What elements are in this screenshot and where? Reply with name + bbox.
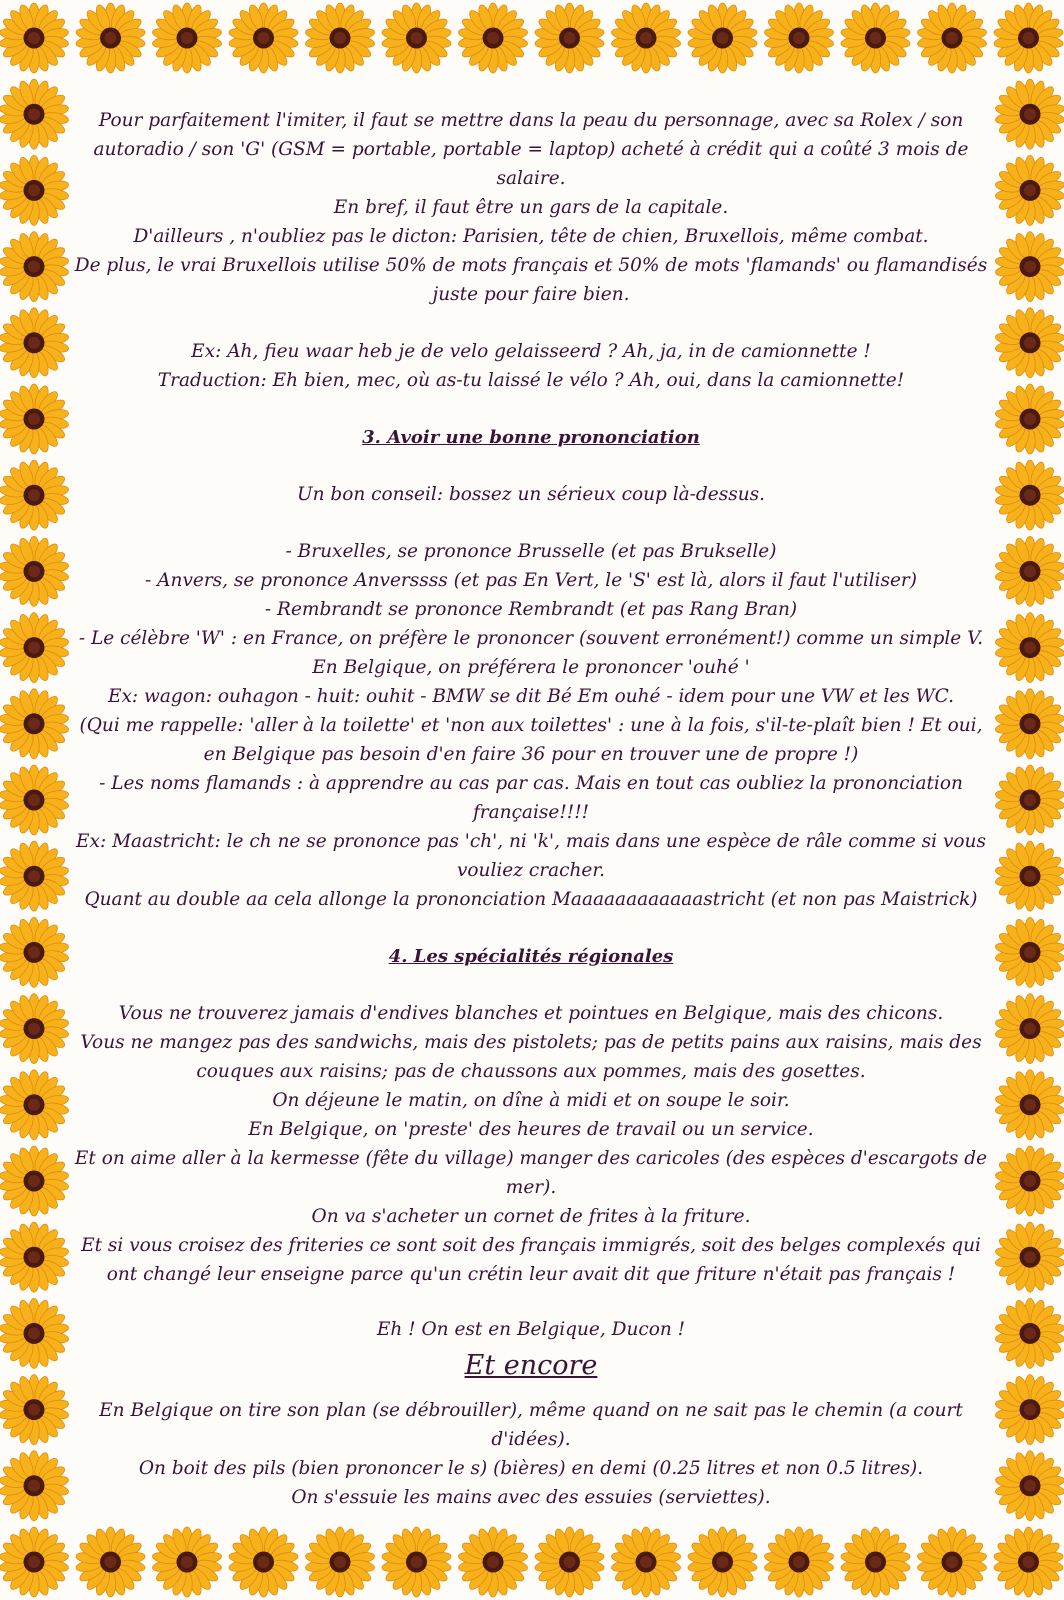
daisy-icon [995,1222,1064,1292]
daisy-icon [0,841,69,911]
daisy-icon [840,1527,911,1597]
daisy-icon [0,917,69,987]
daisy-icon [0,460,69,530]
daisy-icon [993,3,1064,73]
paragraph: En Belgique, on 'preste' des heures de travail ou un service. [248,1119,814,1140]
daisy-icon [0,1527,69,1597]
list-item: - Anvers, se prononce Anverssss (et pas En Vert, le 'S' est là, alors il faut l'utiliser) [145,570,917,591]
paragraph: Et on aime aller à la kermesse (fête du village) manger des caricoles (des espèces d'escargots de mer). [74,1148,988,1198]
paragraph: On s'essuie les mains avec des essuies (serviettes). [291,1487,771,1508]
daisy-icon [381,1527,452,1597]
daisy-icon [917,3,988,73]
daisy-icon [611,3,682,73]
daisy-icon [0,689,69,759]
daisy-icon [995,460,1064,530]
paragraph: On boit des pils (bien prononcer le s) (bières) en demi (0.25 litres et non 0.5 litres). [138,1458,924,1479]
paragraph: On va s'acheter un cornet de frites à la friture. [311,1206,751,1227]
daisy-icon [764,1527,835,1597]
list-item: - Rembrandt se prononce Rembrandt (et pas Rang Bran) [264,599,798,620]
daisy-icon [764,3,835,73]
daisy-icon [995,1298,1064,1368]
list-item: - Les noms flamands : à apprendre au cas par cas. Mais en tout cas oubliez la prononciation française!!!! [99,773,963,823]
section-heading: 3. Avoir une bonne prononciation [362,427,700,448]
daisy-icon [0,536,69,606]
paragraph: Traduction: Eh bien, mec, où as-tu laissé le vélo ? Ah, oui, dans la camionnette! [157,370,905,391]
daisy-icon [0,79,69,149]
daisy-icon [995,308,1064,378]
daisy-icon [993,1527,1064,1597]
daisy-icon [0,1146,69,1216]
daisy-icon [305,1527,376,1597]
paragraph: Quant au double aa cela allonge la prononciation Maaaaaaaaaaaastricht (et non pas Maistrick) [84,889,978,910]
daisy-icon [0,155,69,225]
paragraph: Vous ne mangez pas des sandwichs, mais des pistolets; pas de petits pains aux raisins, mais des couques aux raisins; pas de chaussons aux pommes, mais des gosettes. [80,1032,982,1082]
daisy-icon [995,155,1064,225]
daisy-icon [0,1222,69,1292]
daisy-icon [0,613,69,683]
paragraph: Un bon conseil: bossez un sérieux coup là-dessus. [296,484,765,505]
daisy-icon [75,3,146,73]
daisy-icon [305,3,376,73]
daisy-icon [0,1298,69,1368]
daisy-icon [995,917,1064,987]
daisy-icon [995,1070,1064,1140]
paragraph: (Qui me rappelle: 'aller à la toilette' et 'non aux toilettes' : une à la fois, s'il-te-plaît bien ! Et oui, en Belgique pas besoin d'en faire 36 pour en trouver une de propre !) [79,715,983,765]
paragraph: Ex: Ah, fieu waar heb je de velo gelaisseerd ? Ah, ja, in de camionnette ! [191,341,871,362]
paragraph: Ex: wagon: ouhagon - huit: ouhit - BMW se dit Bé Em ouhé - idem pour une VW et les WC. [107,686,955,707]
daisy-icon [228,1527,299,1597]
daisy-icon [458,3,529,73]
daisy-icon [995,765,1064,835]
paragraph: De plus, le vrai Bruxellois utilise 50% de mots français et 50% de mots 'flamands' ou flamandisés juste pour faire bien. [74,255,988,305]
daisy-icon [687,1527,758,1597]
daisy-icon [995,994,1064,1064]
daisy-icon [0,308,69,378]
daisy-icon [0,994,69,1064]
paragraph: En bref, il faut être un gars de la capitale. [333,197,729,218]
daisy-icon [152,1527,223,1597]
daisy-icon [534,3,605,73]
daisy-icon [0,384,69,454]
daisy-icon [995,232,1064,302]
daisy-icon [381,3,452,73]
daisy-icon [687,3,758,73]
daisy-icon [995,79,1064,149]
section-heading: 4. Les spécialités régionales [388,946,674,967]
daisy-icon [995,613,1064,683]
daisy-icon [0,3,69,73]
paragraph: Pour parfaitement l'imiter, il faut se mettre dans la peau du personnage, avec sa Rolex / son autoradio / son 'G' (GSM = portable, portable = laptop) acheté à crédit qui a coûté 3 mois de salaire. [93,110,969,189]
daisy-icon [917,1527,988,1597]
paragraph: En Belgique on tire son plan (se débrouiller), même quand on ne sait pas le chemin (a court d'idées). [99,1400,963,1450]
daisy-icon [0,765,69,835]
paragraph: Ex: Maastricht: le ch ne se prononce pas 'ch', ni 'k', mais dans une espèce de râle comme si vous vouliez cracher. [76,831,986,881]
list-item: - Bruxelles, se prononce Brusselle (et pas Brukselle) [285,541,777,562]
daisy-icon [611,1527,682,1597]
daisy-icon [995,1146,1064,1216]
daisy-icon [0,232,69,302]
daisy-icon [152,3,223,73]
paragraph: Et si vous croisez des friteries ce sont soit des français immigrés, soit des belges complexés qui ont changé leur enseigne parce qu'un crétin leur avait dit que friture n'était pas français ! [81,1235,981,1285]
daisy-icon [995,841,1064,911]
daisy-icon [995,1451,1064,1521]
daisy-icon [0,1070,69,1140]
daisy-icon [995,1375,1064,1445]
daisy-icon [228,3,299,73]
paragraph: Eh ! On est en Belgique, Ducon ! [376,1319,686,1340]
section-title: Et encore [464,1350,598,1381]
daisy-icon [995,384,1064,454]
daisy-icon [0,1451,69,1521]
daisy-icon [995,536,1064,606]
daisy-icon [0,1375,69,1445]
daisy-icon [995,689,1064,759]
paragraph: D'ailleurs , n'oubliez pas le dicton: Parisien, tête de chien, Bruxellois, même combat. [133,226,929,247]
paragraph: On déjeune le matin, on dîne à midi et on soupe le soir. [272,1090,790,1111]
daisy-icon [534,1527,605,1597]
daisy-icon [840,3,911,73]
daisy-icon [458,1527,529,1597]
daisy-icon [75,1527,146,1597]
paragraph: Vous ne trouverez jamais d'endives blanches et pointues en Belgique, mais des chicons. [118,1003,944,1024]
list-item: - Le célèbre 'W' : en France, on préfère le prononcer (souvent erronément!) comme un simple V. En Belgique, on préférera le prononcer 'ouhé ' [78,628,984,678]
